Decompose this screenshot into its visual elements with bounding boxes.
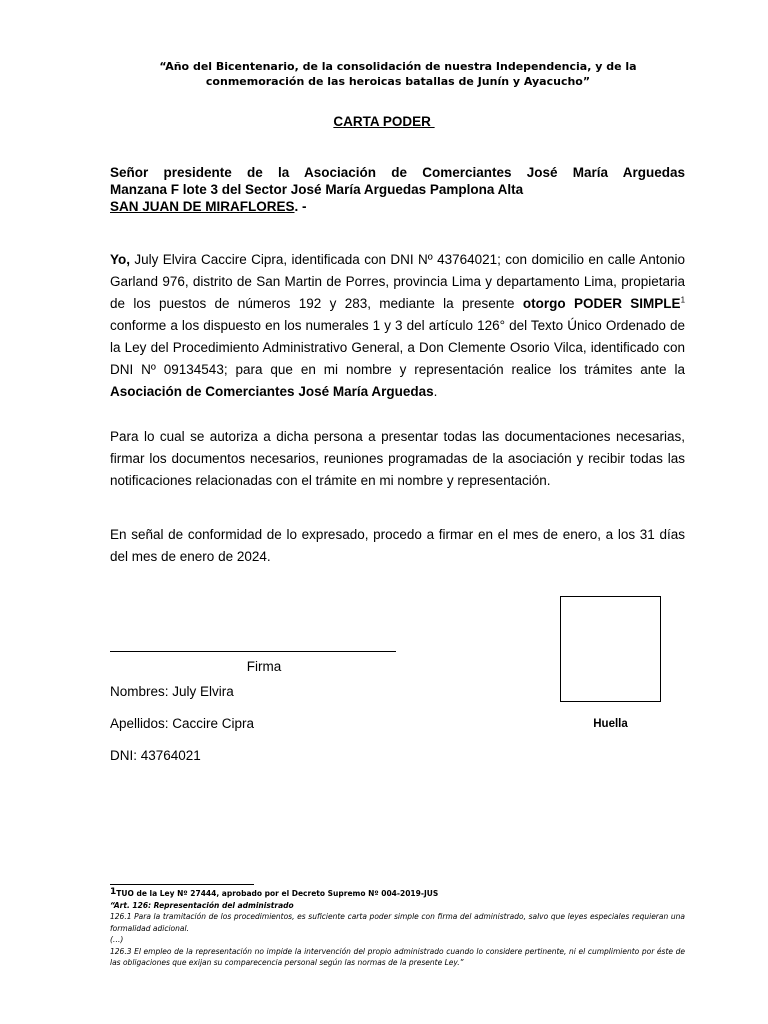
paragraph-authorization: Para lo cual se autoriza a dicha persona a presentar todas las documentaciones necesarias, firmar los documentos necesarios, reuniones programadas de la asociación y recibir todas las notificaciones relacionadas con el trámite en mi nombre y representación. bbox=[110, 429, 685, 488]
footnote bbox=[110, 887, 685, 969]
address-district: SAN JUAN DE MIRAFLORES bbox=[110, 199, 295, 214]
paragraph-grant-text-c: . bbox=[433, 384, 438, 399]
signer-dni: DNI: 43764021 bbox=[110, 748, 201, 763]
signer-names: Nombres: July Elvira bbox=[110, 684, 234, 699]
footnote-article-title: “Art. 126: Representación del administrado bbox=[110, 900, 294, 910]
address-line-3 bbox=[110, 198, 685, 215]
footnote-ellipsis: (…) bbox=[110, 935, 124, 944]
footnote-reference-text: TUO de la Ley Nº 27444, aprobado por el Decreto Supremo Nº 004-2019-JUS bbox=[116, 889, 439, 898]
fingerprint-box bbox=[560, 596, 661, 702]
footnote-article-p1: 126.1 Para la tramitación de los procedimientos, es suficiente carta poder simple con firma del administrado, salvo que leyes especiales requieran una formalidad adicional. bbox=[110, 912, 685, 933]
address-suffix: . - bbox=[294, 199, 307, 214]
signature-line bbox=[110, 651, 396, 652]
footnote-separator bbox=[110, 884, 254, 885]
footnote-article-p2: 126.3 El empleo de la representación no impide la intervención del propio administrado cuando lo considere pertinente, ni el cumplimiento por éste de las obligaciones que exijan su comparecencia personal según las normas de la presente Ley.” bbox=[110, 946, 685, 967]
year-motto: “Año del Bicentenario, de la consolidación de nuestra Independencia, y de la conmemoración de las heroicas batallas de Junín y Ayacucho” bbox=[159, 60, 637, 88]
fingerprint-label: Huella bbox=[593, 718, 628, 730]
paragraph-grant-yo: Yo, bbox=[110, 252, 130, 267]
footnote-reference bbox=[110, 887, 685, 900]
footnote-number: 1 bbox=[110, 887, 117, 897]
signature-label: Firma bbox=[246, 659, 282, 674]
address-line-2: Manzana F lote 3 del Sector José María Arguedas Pamplona Alta bbox=[110, 182, 524, 197]
document-title: CARTA PODER bbox=[333, 114, 435, 129]
recipient-address bbox=[110, 164, 685, 215]
paragraph-grant-text-a: July Elvira Caccire Cipra, identificada con DNI Nº 43764021; con domicilio en calle Antonio Garland 976, distrito de San Martin de Porres, provincia Lima y departamento Lima, propietaria de los puestos de números 192 y 283, mediante la presente bbox=[110, 252, 685, 311]
paragraph-conformity: En señal de conformidad de lo expresado, procedo a firmar en el mes de enero, a los 31 días del mes de enero de 2024. bbox=[110, 527, 685, 564]
signer-surnames: Apellidos: Caccire Cipra bbox=[110, 716, 255, 731]
paragraph-grant bbox=[110, 249, 685, 403]
paragraph-grant-text-b: conforme a los dispuesto en los numerales 1 y 3 del artículo 126° del Texto Único Ordenado de la Ley del Procedimiento Administrativo General, a Don Clemente Osorio Vilca, identificado con DNI Nº 09134543; para que en mi nombre y representación realice los trámites ante la bbox=[110, 318, 685, 377]
paragraph-grant-otorgo: otorgo PODER SIMPLE bbox=[522, 296, 681, 311]
address-line-1: Señor presidente de la Asociación de Comerciantes José María Arguedas bbox=[110, 165, 685, 180]
footnote-mark: 1 bbox=[680, 295, 686, 305]
paragraph-grant-asociacion: Asociación de Comerciantes José María Arguedas bbox=[110, 384, 434, 399]
